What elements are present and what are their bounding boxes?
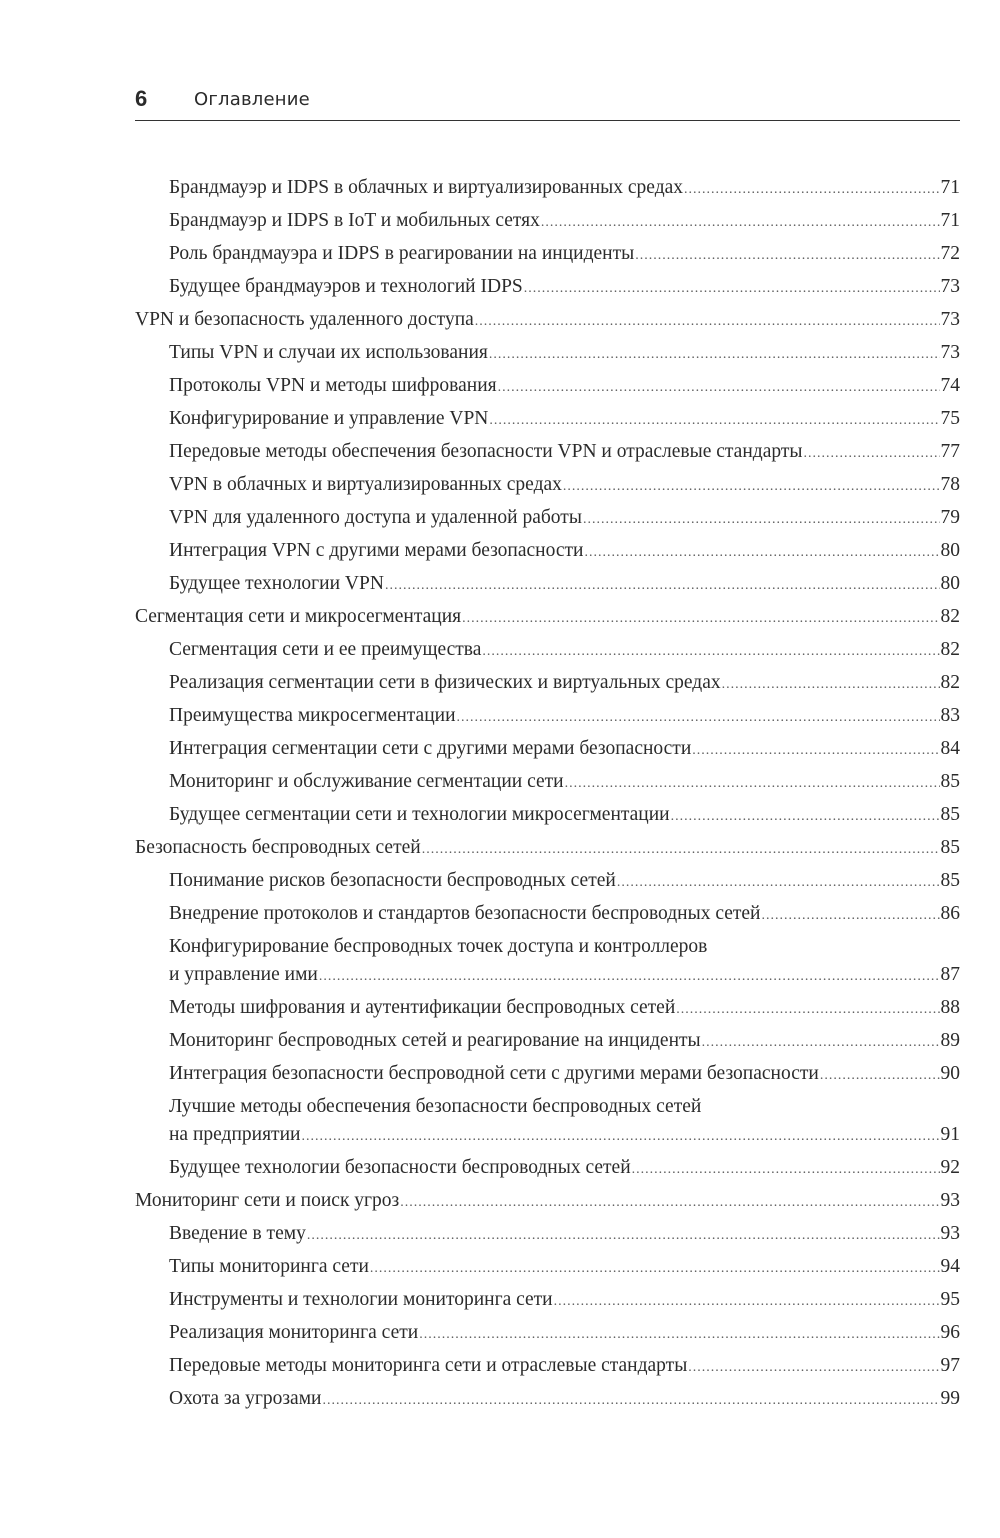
toc-page-number: 95 <box>940 1289 960 1310</box>
toc-page-number: 92 <box>940 1157 960 1178</box>
toc-entry-title: Сегментация сети и ее преимущества <box>169 639 482 660</box>
toc-subsection-entry <box>135 504 960 537</box>
toc-subsection-entry <box>135 339 960 372</box>
toc-subsection-entry <box>135 867 960 900</box>
dot-leader <box>584 539 939 567</box>
toc-page-number: 91 <box>940 1124 960 1145</box>
toc-subsection-entry <box>135 1027 960 1060</box>
toc-page-number: 71 <box>940 210 960 231</box>
toc-entry-title: Конфигурирование беспроводных точек доступа и контроллеров <box>169 936 708 957</box>
toc-page-number: 75 <box>940 408 960 429</box>
toc-entry-title: VPN для удаленного доступа и удаленной работы <box>169 507 582 528</box>
toc-page-number: 83 <box>940 705 960 726</box>
toc-entry-title: VPN в облачных и виртуализированных средах <box>169 474 562 495</box>
toc-entry-title: Реализация сегментации сети в физических и виртуальных средах <box>169 672 721 693</box>
dot-leader <box>554 1288 940 1316</box>
toc-subsection-entry <box>135 768 960 801</box>
dot-leader <box>761 902 939 930</box>
toc-entry-title: Мониторинг беспроводных сетей и реагирование на инциденты <box>169 1030 701 1051</box>
dot-leader <box>489 407 939 435</box>
toc-entry-title: Типы VPN и случаи их использования <box>169 342 488 363</box>
dot-leader <box>489 341 940 369</box>
toc-entry-title: Интеграция сегментации сети с другими мерами безопасности <box>169 738 692 759</box>
toc-page-number: 73 <box>940 309 960 330</box>
dot-leader <box>583 506 940 534</box>
toc-subsection-entry <box>135 372 960 405</box>
dot-leader <box>820 1062 940 1090</box>
toc-subsection-entry <box>135 471 960 504</box>
dot-leader <box>482 638 939 666</box>
dot-leader <box>400 1189 939 1217</box>
toc-page-number: 97 <box>940 1355 960 1376</box>
toc-page-number: 77 <box>940 441 960 462</box>
toc-subsection-entry <box>135 1060 960 1093</box>
toc-subsection-entry <box>135 669 960 702</box>
dot-leader <box>524 275 940 303</box>
toc-subsection-entry <box>135 1154 960 1187</box>
toc-page-number: 99 <box>940 1388 960 1409</box>
toc-subsection-entry <box>135 702 960 735</box>
dot-leader <box>457 704 940 732</box>
dot-leader <box>319 963 940 991</box>
toc-page-number: 85 <box>940 804 960 825</box>
toc-entry-title: VPN и безопасность удаленного доступа <box>135 309 474 330</box>
toc-page-number: 88 <box>940 997 960 1018</box>
toc-entry-title: Передовые методы обеспечения безопасности VPN и отраслевые стандарты <box>169 441 803 462</box>
toc-entry-title: Реализация мониторинга сети <box>169 1322 419 1343</box>
toc-subsection-entry <box>135 1093 960 1154</box>
toc-entry-title: Протоколы VPN и методы шифрования <box>169 375 497 396</box>
dot-leader <box>688 1354 939 1382</box>
toc-subsection-entry <box>135 801 960 834</box>
toc-entry-title: Сегментация сети и микросегментация <box>135 606 462 627</box>
toc-subsection-entry <box>135 1352 960 1385</box>
toc-page-number: 79 <box>940 507 960 528</box>
toc-entry-title: Охота за угрозами <box>169 1388 322 1409</box>
toc-section-entry <box>135 834 960 867</box>
toc-subsection-entry <box>135 1319 960 1352</box>
toc-entry-title: Роль брандмауэра и IDPS в реагировании на инциденты <box>169 243 635 264</box>
toc-page-number: 85 <box>940 837 960 858</box>
toc-page-number: 71 <box>940 177 960 198</box>
dot-leader <box>617 869 940 897</box>
toc-page-number: 80 <box>940 573 960 594</box>
toc-entry-title: Методы шифрования и аутентификации беспроводных сетей <box>169 997 676 1018</box>
toc-page-number: 82 <box>940 606 960 627</box>
dot-leader <box>301 1123 939 1151</box>
dot-leader <box>370 1255 940 1283</box>
toc-entry-title: Передовые методы мониторинга сети и отраслевые стандарты <box>169 1355 688 1376</box>
toc-page-number: 82 <box>940 639 960 660</box>
toc-entry-title: Понимание рисков безопасности беспроводных сетей <box>169 870 616 891</box>
toc-subsection-entry <box>135 1253 960 1286</box>
toc-page-number: 74 <box>940 375 960 396</box>
toc-entry-title: Безопасность беспроводных сетей <box>135 837 421 858</box>
toc-page-number: 89 <box>940 1030 960 1051</box>
toc-page-number: 78 <box>940 474 960 495</box>
toc-page-number: 82 <box>940 672 960 693</box>
dot-leader <box>632 1156 940 1184</box>
toc-subsection-entry <box>135 405 960 438</box>
dot-leader <box>803 440 939 468</box>
toc-entry-title: Типы мониторинга сети <box>169 1256 369 1277</box>
toc-subsection-entry <box>135 207 960 240</box>
running-header <box>135 84 960 121</box>
dot-leader <box>419 1321 939 1349</box>
toc-page-number: 73 <box>940 276 960 297</box>
toc-page-number: 93 <box>940 1223 960 1244</box>
toc-entry-title-continuation: на предприятии <box>169 1124 301 1145</box>
dot-leader <box>498 374 940 402</box>
dot-leader <box>307 1222 940 1250</box>
toc-entry-title: Брандмауэр и IDPS в облачных и виртуализированных средах <box>169 177 684 198</box>
dot-leader <box>422 836 940 864</box>
toc-subsection-entry <box>135 735 960 768</box>
dot-leader <box>702 1029 940 1057</box>
dot-leader <box>671 803 940 831</box>
toc-entry-title: Преимущества микросегментации <box>169 705 456 726</box>
toc-section-entry <box>135 306 960 339</box>
toc-entry-title: Инструменты и технологии мониторинга сети <box>169 1289 553 1310</box>
toc-entry-title: Введение в тему <box>169 1223 306 1244</box>
toc-subsection-entry <box>135 994 960 1027</box>
toc-subsection-entry <box>135 933 960 994</box>
dot-leader <box>462 605 939 633</box>
toc-entry-title: Будущее брандмауэров и технологий IDPS <box>169 276 523 297</box>
toc-section-entry <box>135 603 960 636</box>
toc-entry-title: Мониторинг сети и поиск угроз <box>135 1190 400 1211</box>
dot-leader <box>722 671 940 699</box>
toc-subsection-entry <box>135 570 960 603</box>
toc-subsection-entry <box>135 273 960 306</box>
toc-subsection-entry <box>135 636 960 669</box>
dot-leader <box>563 473 940 501</box>
dot-leader <box>676 996 939 1024</box>
toc-subsection-entry <box>135 174 960 207</box>
toc-subsection-entry <box>135 438 960 471</box>
toc-entry-title: Конфигурирование и управление VPN <box>169 408 489 429</box>
toc-page-number: 85 <box>940 870 960 891</box>
toc-subsection-entry <box>135 1385 960 1418</box>
dot-leader <box>475 308 940 336</box>
toc-entry-title-continuation: и управление ими <box>169 964 318 985</box>
toc-page-number: 73 <box>940 342 960 363</box>
toc-entry-title: Интеграция безопасности беспроводной сети с другими мерами безопасности <box>169 1063 819 1084</box>
toc-subsection-entry <box>135 1220 960 1253</box>
toc-entry-title: Будущее сегментации сети и технологии микросегментации <box>169 804 670 825</box>
toc-page-number: 72 <box>940 243 960 264</box>
table-of-contents <box>135 174 960 1418</box>
dot-leader <box>692 737 939 765</box>
toc-page-number: 85 <box>940 771 960 792</box>
toc-section-entry <box>135 1187 960 1220</box>
toc-subsection-entry <box>135 537 960 570</box>
toc-page-number: 87 <box>940 964 960 985</box>
toc-page-number: 90 <box>940 1063 960 1084</box>
toc-entry-title: Будущее технологии безопасности беспроводных сетей <box>169 1157 631 1178</box>
toc-entry-title: Внедрение протоколов и стандартов безопасности беспроводных сетей <box>169 903 761 924</box>
toc-entry-title: Мониторинг и обслуживание сегментации сети <box>169 771 564 792</box>
header-title: Оглавление <box>194 89 310 110</box>
toc-entry-title: Будущее технологии VPN <box>169 573 384 594</box>
toc-subsection-entry <box>135 240 960 273</box>
toc-entry-title: Брандмауэр и IDPS в IoT и мобильных сетях <box>169 210 540 231</box>
page-number: 6 <box>135 86 148 111</box>
toc-page-number: 84 <box>940 738 960 759</box>
toc-page-number: 86 <box>940 903 960 924</box>
toc-subsection-entry <box>135 900 960 933</box>
dot-leader <box>385 572 940 600</box>
toc-page-number: 94 <box>940 1256 960 1277</box>
toc-entry-title: Лучшие методы обеспечения безопасности беспроводных сетей <box>169 1096 702 1117</box>
dot-leader <box>684 176 939 204</box>
dot-leader <box>323 1387 940 1415</box>
toc-entry-title: Интеграция VPN с другими мерами безопасности <box>169 540 584 561</box>
dot-leader <box>541 209 940 237</box>
dot-leader <box>565 770 940 798</box>
toc-subsection-entry <box>135 1286 960 1319</box>
toc-page-number: 93 <box>940 1190 960 1211</box>
dot-leader <box>635 242 939 270</box>
toc-page-number: 80 <box>940 540 960 561</box>
toc-page-number: 96 <box>940 1322 960 1343</box>
